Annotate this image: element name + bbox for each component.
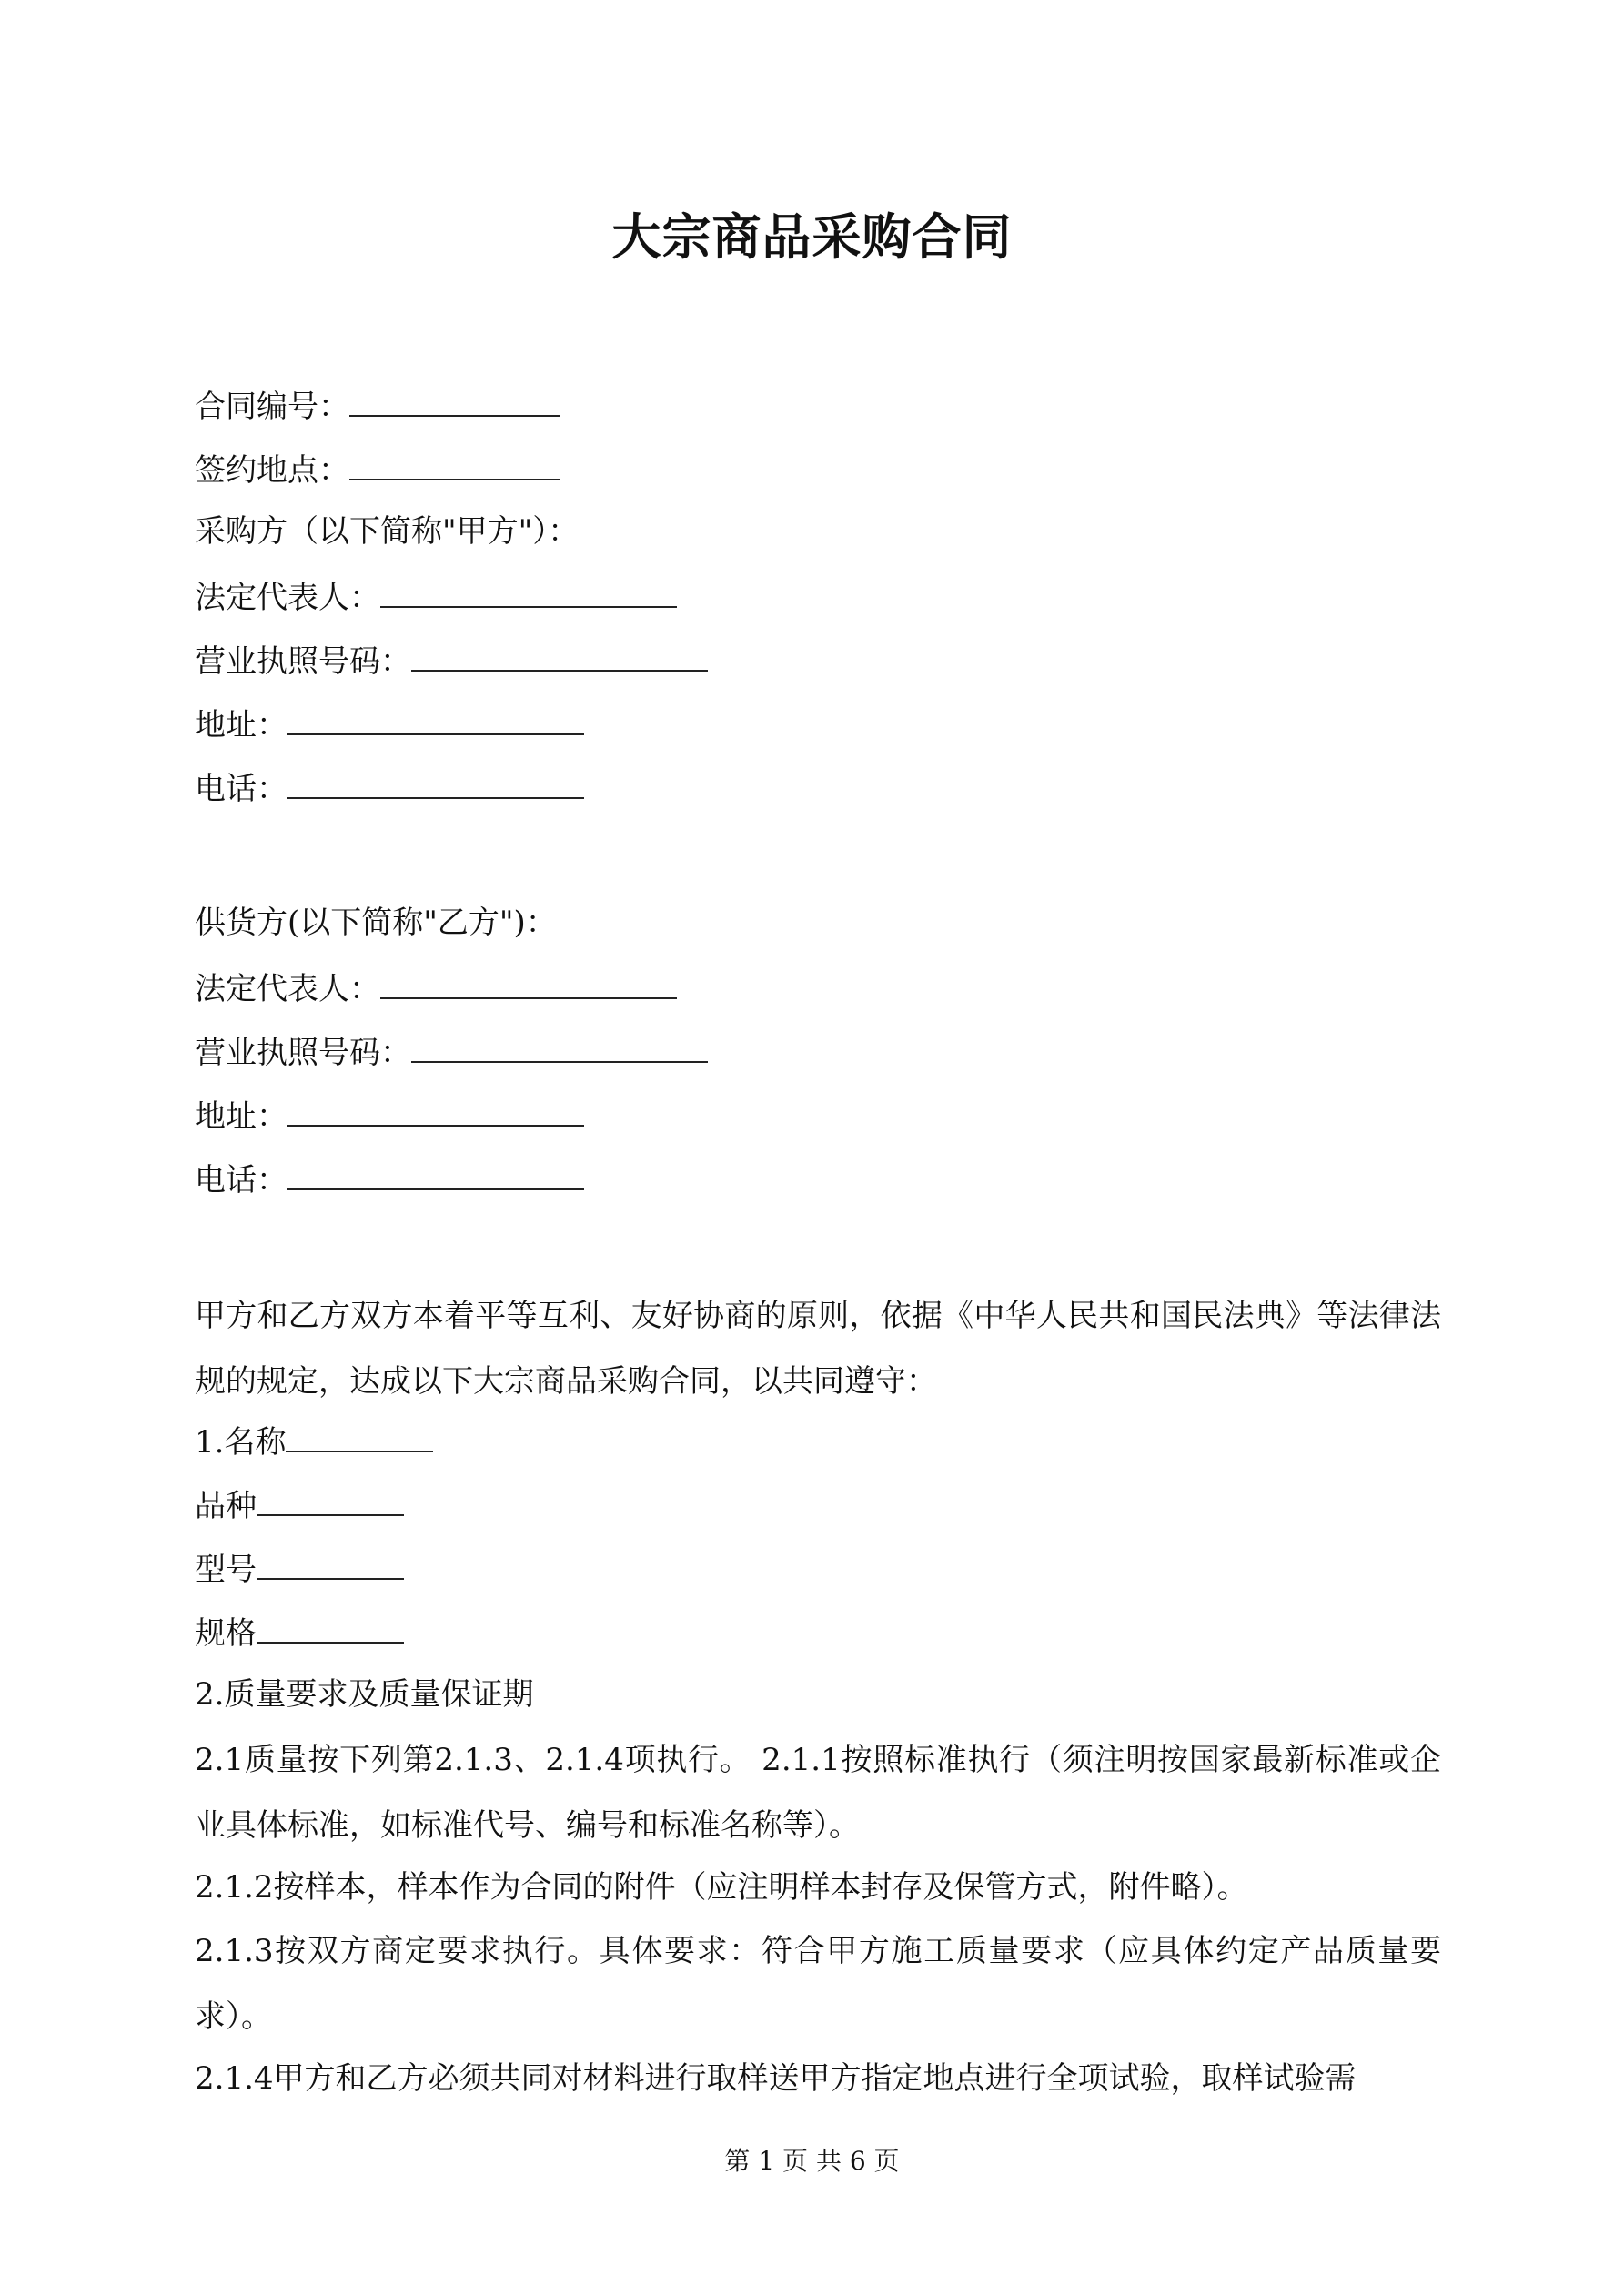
party-a-license-field (195, 637, 708, 683)
party-b-rep-label: 法定代表人： (195, 971, 380, 1007)
party-b-phone-field (195, 1156, 584, 1202)
item-model-label: 型号 (195, 1552, 257, 1588)
item-variety-label: 品种 (195, 1488, 257, 1524)
item-spec-field (195, 1609, 404, 1655)
party-a-rep-field (195, 573, 677, 620)
party-a-rep-blank[interactable] (380, 573, 677, 608)
party-a-phone-label: 电话： (195, 771, 287, 807)
party-a-address-blank[interactable] (287, 701, 584, 735)
party-b-heading: 供货方(以下简称"乙方")： (195, 905, 557, 941)
party-a-license-blank[interactable] (411, 637, 708, 672)
party-b-license-label: 营业执照号码： (195, 1035, 411, 1071)
clause-2-1-3: 2.1.3按双方商定要求执行。具体要求：符合甲方施工质量要求（应具体约定产品质量要求）。 (195, 1933, 1441, 2035)
intro-paragraph: 甲方和乙方双方本着平等互利、友好协商的原则，依据《中华人民共和国民法典》等法律法规的规定，达成以下大宗商品采购合同，以共同遵守： (195, 1298, 1441, 1400)
contract-number-label: 合同编号： (195, 389, 349, 425)
party-b-rep-blank[interactable] (380, 965, 677, 999)
party-a-address-label: 地址： (195, 707, 287, 743)
party-b-phone-label: 电话： (195, 1162, 287, 1199)
party-b-license-field (195, 1028, 708, 1075)
party-a-phone-blank[interactable] (287, 764, 584, 799)
item-name-field (195, 1418, 433, 1464)
item-model-blank[interactable] (257, 1545, 404, 1580)
item-model-field (195, 1545, 404, 1592)
party-a-rep-label: 法定代表人： (195, 580, 380, 616)
item-variety-field (195, 1482, 404, 1528)
item-variety-blank[interactable] (257, 1482, 404, 1516)
party-b-license-blank[interactable] (411, 1028, 708, 1063)
signing-place-field (195, 446, 560, 492)
contract-number-blank[interactable] (349, 382, 560, 417)
party-a-heading: 采购方（以下简称"甲方"）： (195, 513, 580, 550)
party-b-address-label: 地址： (195, 1098, 287, 1135)
clause-2-1: 2.1质量按下列第2.1.3、2.1.4项执行。 2.1.1按照标准执行（须注明按国家最新标准或企业具体标准，如标准代号、编号和标准名称等）。 (195, 1742, 1441, 1844)
item-spec-blank[interactable] (257, 1609, 404, 1644)
party-b-rep-field (195, 965, 677, 1011)
contract-number-field (195, 382, 560, 429)
clause-2-heading: 2.质量要求及质量保证期 (195, 1676, 534, 1713)
party-a-phone-field (195, 764, 584, 811)
item-name-label: 1.名称 (195, 1424, 287, 1461)
signing-place-label: 签约地点： (195, 452, 349, 489)
party-a-address-field (195, 701, 584, 747)
item-name-blank[interactable] (286, 1418, 433, 1452)
party-b-address-field (195, 1092, 584, 1138)
item-spec-label: 规格 (195, 1615, 257, 1652)
signing-place-blank[interactable] (349, 446, 560, 480)
party-b-phone-blank[interactable] (287, 1156, 584, 1190)
clause-2-1-2: 2.1.2按样本，样本作为合同的附件（应注明样本封存及保管方式，附件略）。 (195, 1869, 1248, 1906)
page-indicator: 第 1 页 共 6 页 (724, 2146, 900, 2176)
party-a-license-label: 营业执照号码： (195, 643, 411, 680)
party-b-address-blank[interactable] (287, 1092, 584, 1127)
document-title: 大宗商品采购合同 (611, 207, 1013, 266)
clause-2-1-4: 2.1.4甲方和乙方必须共同对材料进行取样送甲方指定地点进行全项试验，取样试验需 (195, 2060, 1357, 2097)
